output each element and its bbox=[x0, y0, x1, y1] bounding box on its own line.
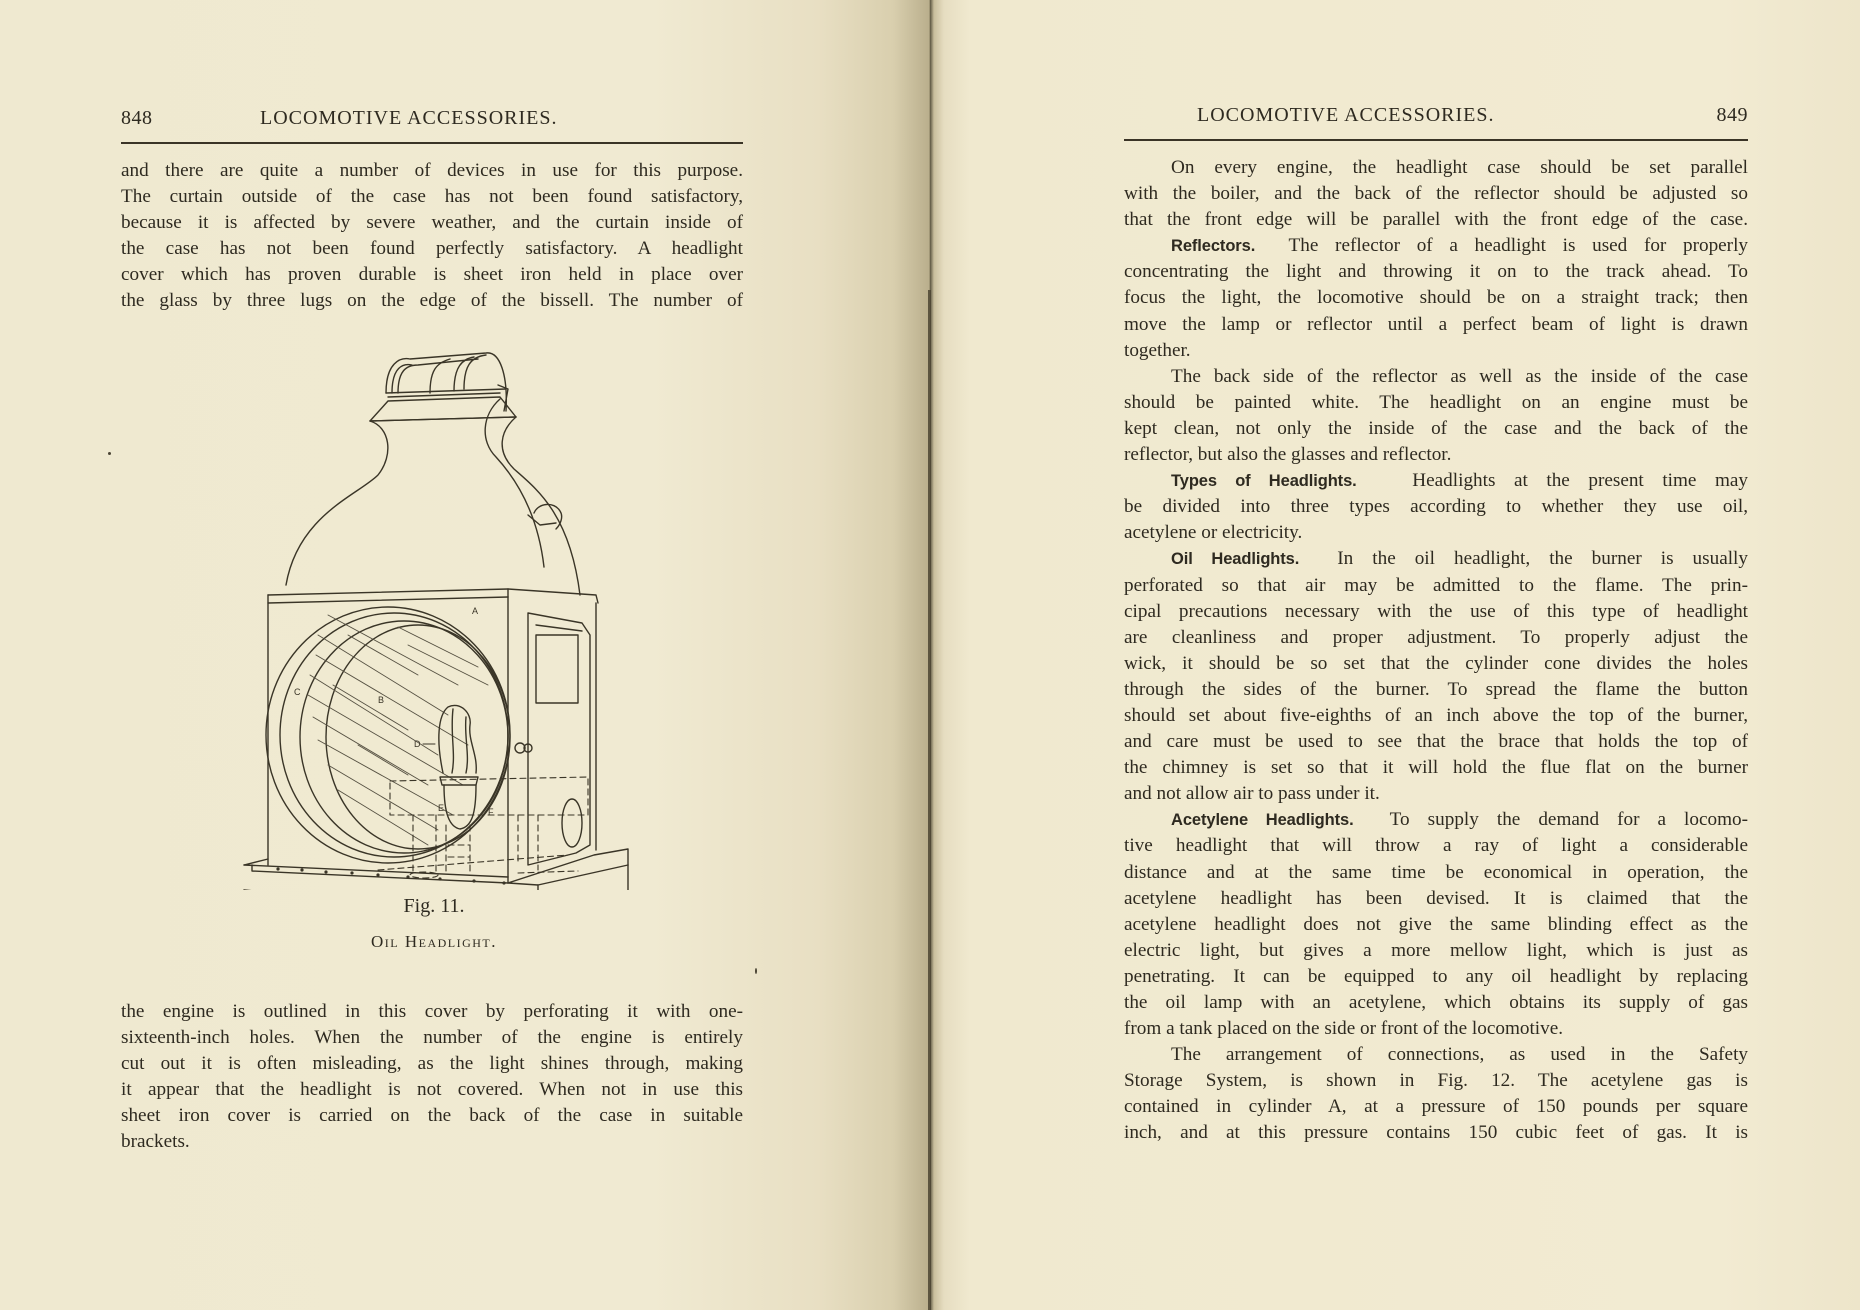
paragraph-top bbox=[121, 158, 743, 315]
text-line: the case has not been found perfectly satisfactory. A headlight bbox=[121, 238, 743, 260]
book-gutter-shadow bbox=[928, 290, 931, 1310]
text-line: distance and at the same time be economical in operation, the bbox=[1124, 861, 1748, 883]
text-line: Types of Headlights. Headlights at the present time may bbox=[1171, 470, 1749, 492]
text-line: acetylene headlight has been devised. It is claimed that the bbox=[1124, 887, 1748, 909]
figure-label-b: B bbox=[378, 695, 385, 705]
figure-label-e: E bbox=[438, 803, 445, 813]
text-line: should set about five-eighths of an inch above the top of the burner, bbox=[1124, 704, 1748, 726]
figure-label-f: F bbox=[488, 807, 494, 817]
text-line: cipal precautions necessary with the use of this type of headlight bbox=[1124, 600, 1748, 622]
text-line: Reflectors. The reflector of a headlight is used for properly bbox=[1171, 235, 1748, 257]
text-line: with the boiler, and the back of the reflector should be adjusted so bbox=[1124, 183, 1748, 205]
text-line: be divided into three types according to whether they use oil, bbox=[1124, 496, 1748, 518]
text-line: Oil Headlights. In the oil headlight, the burner is usually bbox=[1171, 548, 1748, 570]
text-line: cut out it is often misleading, as the light shines through, making bbox=[121, 1053, 743, 1075]
text-line: are cleanliness and proper adjustment. To properly adjust the bbox=[1124, 626, 1748, 648]
text-line: The arrangement of connections, as used in the Safety bbox=[1171, 1044, 1748, 1066]
running-head-title: LOCOMOTIVE ACCESSORIES. bbox=[1197, 104, 1495, 126]
text-line: reflector, but also the glasses and reflector. bbox=[1124, 444, 1452, 466]
text-line: brackets. bbox=[121, 1131, 190, 1153]
text-line: the chimney is set so that it will hold the flue flat on the burner bbox=[1124, 757, 1748, 779]
text-line: perforated so that air may be admitted to the flame. The prin- bbox=[1124, 574, 1748, 596]
text-line: should be painted white. The headlight on an engine must be bbox=[1124, 391, 1748, 413]
running-head-right bbox=[1124, 104, 1748, 134]
section-heading-types: Types of Headlights. bbox=[1171, 472, 1357, 491]
text-line: Acetylene Headlights. To supply the demand for a locomo- bbox=[1171, 809, 1748, 831]
page-number: 848 bbox=[121, 107, 153, 129]
text-line: acetylene or electricity. bbox=[1124, 522, 1303, 544]
text-line: kept clean, not only the inside of the case and the back of the bbox=[1124, 417, 1748, 439]
running-head-title: LOCOMOTIVE ACCESSORIES. bbox=[260, 107, 558, 129]
text-line: concentrating the light and throwing it on to the track ahead. To bbox=[1124, 261, 1748, 283]
text-line: On every engine, the headlight case should be set parallel bbox=[1171, 157, 1748, 178]
text-line: move the lamp or reflector until a perfect beam of light is drawn bbox=[1124, 313, 1748, 335]
text-line: from a tank placed on the side or front of the locomotive. bbox=[1124, 1018, 1564, 1040]
text-line: the oil lamp with an acetylene, which obtains its supply of gas bbox=[1124, 992, 1748, 1013]
text-line: the engine is outlined in this cover by perforating it with one- bbox=[121, 1001, 743, 1022]
text-line: wick, it should be so set that the cylinder cone divides the holes bbox=[1124, 652, 1748, 674]
text-line: acetylene headlight does not give the same blinding effect as the bbox=[1124, 913, 1748, 935]
text-line: because it is affected by severe weather, and the curtain inside of bbox=[121, 212, 743, 234]
section-heading-reflectors: Reflectors. bbox=[1171, 237, 1256, 256]
text-line: The curtain outside of the case has not been found satisfactory, bbox=[121, 186, 743, 208]
text-line: tive headlight that will throw a ray of light a considerable bbox=[1124, 835, 1748, 857]
text-line: focus the light, the locomotive should be on a straight track; then bbox=[1124, 287, 1748, 309]
text-line: penetrating. It can be equipped to any oil headlight by replacing bbox=[1124, 965, 1748, 987]
text-line: contained in cylinder A, at a pressure of 150 pounds per square bbox=[1124, 1096, 1748, 1118]
text-line: electric light, but gives a more mellow light, which is just as bbox=[1124, 939, 1748, 961]
text-line: that the front edge will be parallel with the front edge of the case. bbox=[1124, 209, 1748, 231]
text-line: sheet iron cover is carried on the back of the case in suitable bbox=[121, 1105, 743, 1127]
figure-label-d: D bbox=[414, 739, 421, 749]
text-line: inch, and at this pressure contains 150 cubic feet of gas. It is bbox=[1124, 1122, 1748, 1144]
text-line: together. bbox=[1124, 339, 1191, 361]
text-line: The back side of the reflector as well as the inside of the case bbox=[1171, 365, 1748, 387]
section-heading-oil: Oil Headlights. bbox=[1171, 550, 1300, 569]
text-line: and there are quite a number of devices in use for this purpose. bbox=[121, 160, 743, 181]
text-line: sixteenth-inch holes. When the number of the engine is entirely bbox=[121, 1027, 743, 1049]
figure-title: Oil Headlight. bbox=[370, 932, 498, 951]
paper-speck bbox=[108, 452, 111, 455]
book-gutter bbox=[929, 0, 930, 290]
header-rule bbox=[1124, 139, 1748, 141]
oil-headlight-illustration bbox=[238, 345, 638, 890]
running-head-left bbox=[121, 107, 743, 137]
text-line: and care must be used to see that the brace that holds the top of bbox=[1124, 731, 1748, 753]
text-line: and not allow air to pass under it. bbox=[1124, 783, 1380, 805]
text-line: Storage System, is shown in Fig. 12. The acetylene gas is bbox=[1124, 1070, 1748, 1092]
figure-number: Fig. 11. bbox=[403, 895, 465, 917]
right-page bbox=[930, 0, 1860, 1310]
figure-caption bbox=[234, 895, 634, 952]
text-line: cover which has proven durable is sheet iron held in place over bbox=[121, 264, 743, 286]
figure-label-a: A bbox=[472, 606, 479, 616]
text-line: the glass by three lugs on the edge of the bissell. The number of bbox=[121, 290, 743, 312]
paragraph-bottom bbox=[121, 999, 743, 1156]
section-heading-acetylene: Acetylene Headlights. bbox=[1171, 811, 1354, 830]
paper-speck bbox=[755, 968, 757, 974]
page-number: 849 bbox=[1716, 104, 1748, 126]
text-line: it appear that the headlight is not covered. When not in use this bbox=[121, 1079, 743, 1101]
header-rule bbox=[121, 142, 743, 144]
figure-label-c: C bbox=[294, 687, 301, 697]
right-text bbox=[1124, 155, 1748, 1147]
text-line: through the sides of the burner. To spread the flame the button bbox=[1124, 678, 1748, 700]
